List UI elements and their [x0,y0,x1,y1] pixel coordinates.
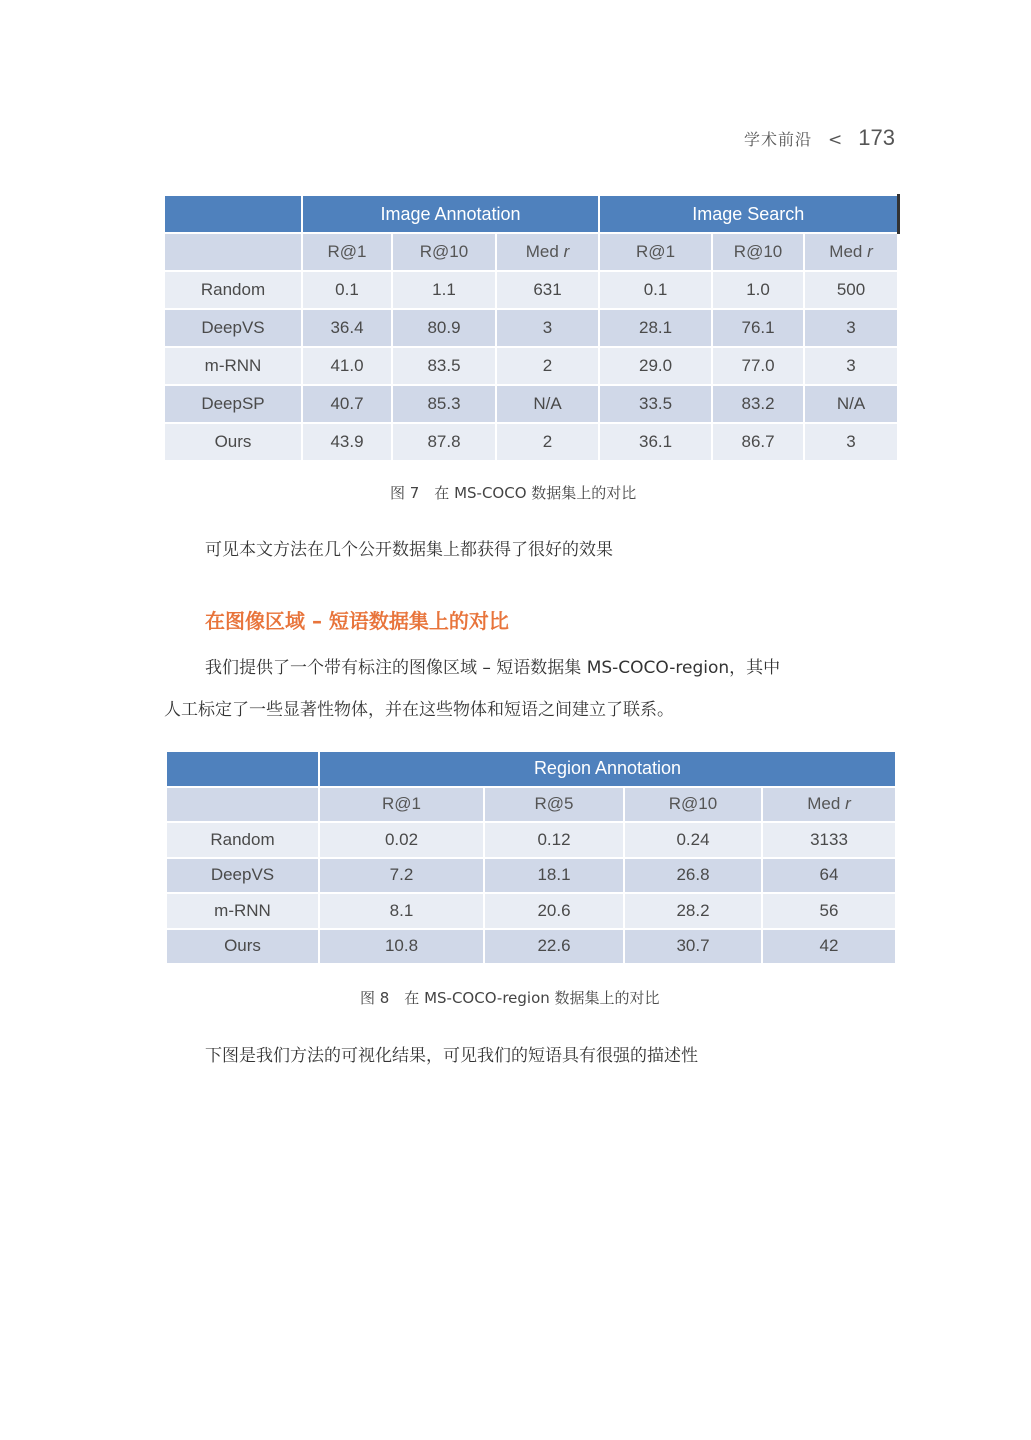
table-cell: 41.0 [302,347,392,385]
table-cell: 28.1 [599,309,712,347]
column-header: R@1 [599,233,712,271]
table-row [164,385,898,423]
table-cell: 3 [804,423,898,461]
group-header-image-search: Image Search [599,195,898,233]
table-row [164,423,898,461]
group-header-image-annotation: Image Annotation [302,195,599,233]
table-cell: 43.9 [302,423,392,461]
page-number: 173 [858,125,895,150]
header-separator: < [828,130,843,150]
table-cell: 1.0 [712,271,804,309]
table-cell: 1.1 [392,271,496,309]
table-cell: 20.6 [484,893,624,929]
section-heading: 在图像区域 – 短语数据集上的对比 [205,609,509,633]
table-cell: 3133 [762,822,896,858]
row-label: m-RNN [166,893,319,929]
table-row [164,271,898,309]
paragraph-1: 可见本文方法在几个公开数据集上都获得了很好的效果 [205,540,613,560]
paragraph-2-line-1: 我们提供了一个带有标注的图像区域 – 短语数据集 MS-COCO-region，其中 [205,658,781,678]
table-cell: 87.8 [392,423,496,461]
table-cell: 64 [762,858,896,894]
table-cell: 36.4 [302,309,392,347]
table-cell: 3 [804,309,898,347]
table-row [166,893,896,929]
table-cell: 22.6 [484,929,624,965]
table-cell: 77.0 [712,347,804,385]
table-cell: N/A [804,385,898,423]
table-cell: 42 [762,929,896,965]
table-cell: 0.24 [624,822,762,858]
image-annotation-search-table [163,194,900,462]
column-header: Med r [496,233,599,271]
column-header: R@1 [302,233,392,271]
table-row [166,929,896,965]
table-corner-cell [166,751,319,787]
table-cell: 28.2 [624,893,762,929]
row-label: Ours [164,423,302,461]
row-label: Random [164,271,302,309]
table-cell: 83.2 [712,385,804,423]
paragraph-2-line-2: 人工标定了一些显著性物体，并在这些物体和短语之间建立了联系。 [164,700,674,720]
figure-7-caption: 图 7 在 MS-COCO 数据集上的对比 [390,484,637,502]
table-row [164,347,898,385]
table-row [164,309,898,347]
row-label: Ours [166,929,319,965]
table-cell: 3 [496,309,599,347]
table-cell: 0.1 [599,271,712,309]
table-group-header-row [164,195,898,233]
table-cell: 76.1 [712,309,804,347]
table-cell: 36.1 [599,423,712,461]
table-cell: 500 [804,271,898,309]
table-cell: 40.7 [302,385,392,423]
table-corner-cell [164,233,302,271]
table-cell: 3 [804,347,898,385]
column-header: Med r [804,233,898,271]
table-corner-cell [166,787,319,823]
table-cell: 8.1 [319,893,484,929]
row-label: Random [166,822,319,858]
group-header-region-annotation: Region Annotation [319,751,896,787]
table-cell: 80.9 [392,309,496,347]
running-header [744,125,895,151]
row-label: DeepVS [164,309,302,347]
table-cell: 85.3 [392,385,496,423]
row-label: DeepVS [166,858,319,894]
table-cell: 10.8 [319,929,484,965]
table-cell: 18.1 [484,858,624,894]
table-cell: 0.12 [484,822,624,858]
row-label: m-RNN [164,347,302,385]
table-cell: 83.5 [392,347,496,385]
table-cell: 2 [496,347,599,385]
table-corner-cell [164,195,302,233]
figure-8-caption: 图 8 在 MS-COCO-region 数据集上的对比 [360,989,660,1007]
table-cell: 30.7 [624,929,762,965]
table-row [166,858,896,894]
table-cell: 29.0 [599,347,712,385]
section-title: 学术前沿 [744,130,813,149]
region-annotation-table [165,750,897,965]
paragraph-3: 下图是我们方法的可视化结果，可见我们的短语具有很强的描述性 [205,1046,698,1066]
column-header: R@10 [712,233,804,271]
row-label: DeepSP [164,385,302,423]
table-cell: 631 [496,271,599,309]
table-cell: 7.2 [319,858,484,894]
table-cell: 86.7 [712,423,804,461]
table-subheader-row [164,233,898,271]
table-subheader-row [166,787,896,823]
table-cell: 0.02 [319,822,484,858]
table-cell: N/A [496,385,599,423]
column-header: R@5 [484,787,624,823]
table-cell: 56 [762,893,896,929]
column-header: R@1 [319,787,484,823]
column-header: R@10 [392,233,496,271]
table-cell: 26.8 [624,858,762,894]
column-header: R@10 [624,787,762,823]
table-cell: 2 [496,423,599,461]
table-cell: 0.1 [302,271,392,309]
table-cell: 33.5 [599,385,712,423]
table-group-header-row [166,751,896,787]
table-row [166,822,896,858]
column-header: Med r [762,787,896,823]
